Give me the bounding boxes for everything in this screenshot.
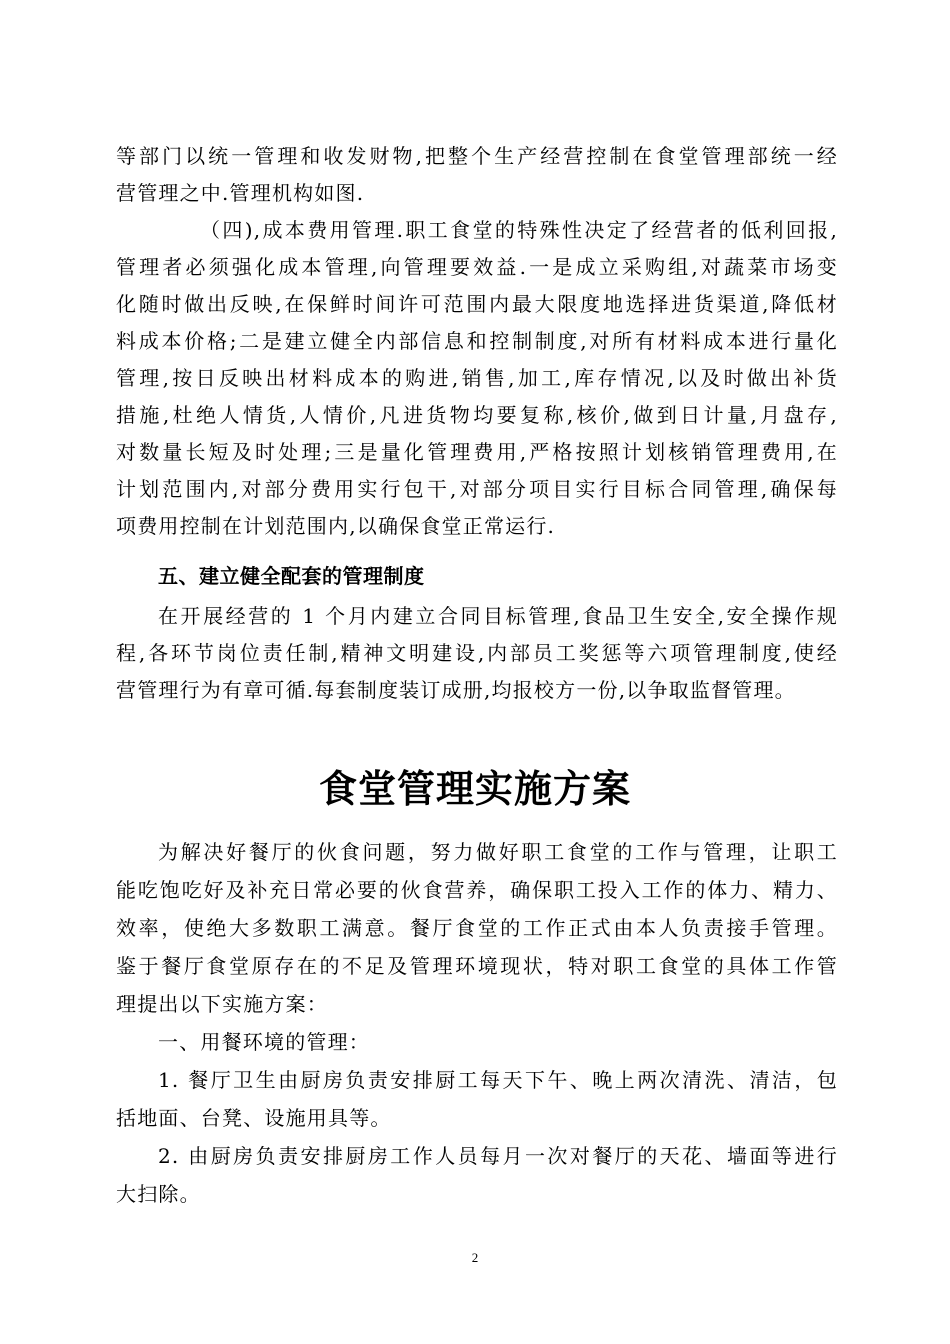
body-line: 管理者必须强化成本管理,向管理要效益.一是成立采购组,对蔬菜市场变 xyxy=(116,255,838,279)
body-line: 程,各环节岗位责任制,精神文明建设,内部员工奖惩等六项管理制度,使经 xyxy=(116,641,838,665)
body-line: 营管理之中.管理机构如图. xyxy=(116,181,365,205)
body-line: 为解决好餐厅的伙食问题，努力做好职工食堂的工作与管理，让职工 xyxy=(158,840,838,864)
body-line: 项费用控制在计划范围内,以确保食堂正常运行. xyxy=(116,514,556,538)
body-line: 2. 由厨房负责安排厨房工作人员每月一次对餐厅的天花、墙面等进行 xyxy=(158,1144,838,1168)
body-line: 料成本价格;二是建立健全内部信息和控制制度,对所有材料成本进行量化 xyxy=(116,329,838,353)
body-line: （四),成本费用管理.职工食堂的特殊性决定了经营者的低利回报, xyxy=(200,218,838,242)
body-line: 管理,按日反映出材料成本的购进,销售,加工,库存情况,以及时做出补货 xyxy=(116,366,838,390)
section-heading: 五、建立健全配套的管理制度 xyxy=(158,564,425,588)
body-line: 括地面、台凳、设施用具等。 xyxy=(116,1106,392,1130)
body-line: 对数量长短及时处理;三是量化管理费用,严格按照计划核销管理费用,在 xyxy=(116,440,838,464)
subsection-heading: 一、用餐环境的管理： xyxy=(158,1030,370,1054)
body-line: 计划范围内,对部分费用实行包干,对部分项目实行目标合同管理,确保每 xyxy=(116,477,838,501)
body-line: 能吃饱吃好及补充日常必要的伙食营养，确保职工投入工作的体力、精力、 xyxy=(116,878,838,902)
body-line: 措施,杜绝人情货,人情价,凡进货物均要复称,核价,做到日计量,月盘存, xyxy=(116,403,838,427)
body-line: 在开展经营的 1 个月内建立合同目标管理,食品卫生安全,安全操作规 xyxy=(158,604,838,628)
body-line: 1. 餐厅卫生由厨房负责安排厨工每天下午、晚上两次清洗、清洁，包 xyxy=(158,1068,838,1092)
body-line: 营管理行为有章可循.每套制度装订成册,均报校方一份,以争取监督管理。 xyxy=(116,678,796,702)
body-line: 大扫除。 xyxy=(116,1182,201,1206)
body-line: 效率，使绝大多数职工满意。餐厅食堂的工作正式由本人负责接手管理。 xyxy=(116,916,838,940)
body-line: 等部门以统一管理和收发财物,把整个生产经营控制在食堂管理部统一经 xyxy=(116,144,838,168)
body-line: 鉴于餐厅食堂原存在的不足及管理环境现状，特对职工食堂的具体工作管 xyxy=(116,954,838,978)
document-title: 食堂管理实施方案 xyxy=(318,767,631,811)
body-line: 理提出以下实施方案： xyxy=(116,992,328,1016)
page-number: 2 xyxy=(471,1250,479,1265)
body-line: 化随时做出反映,在保鲜时间许可范围内最大限度地选择进货渠道,降低材 xyxy=(116,292,838,316)
